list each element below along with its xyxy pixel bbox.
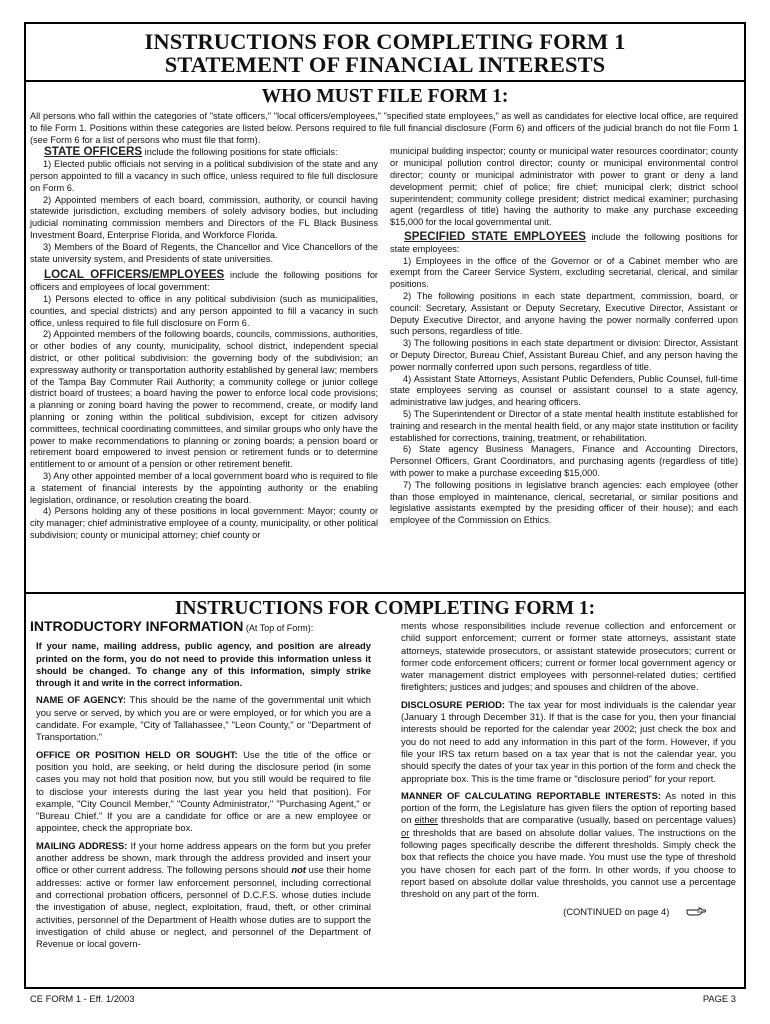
page-header (26, 24, 744, 82)
instructions-section (26, 594, 744, 955)
instructions-title: INSTRUCTIONS FOR COMPLETING FORM 1: (174, 598, 596, 619)
who-columns (26, 146, 744, 541)
state-officers-heading: STATE OFFICERS (44, 145, 143, 159)
disclosure-period-paragraph (401, 699, 736, 785)
state-item-1: 1) Elected public officials not serving in a political subdivision of the state and any person appointed to fill a vacancy in such office, unless required to file full disclosure on Form 6. (30, 159, 378, 193)
manner-paragraph (401, 790, 736, 901)
specified-item-3: 3) The following positions in each state department or division: Director, Assistant or Deputy Director, Bureau Chief, Assistant Bureau Chief, and any person having the power normally conferred upon such persons, regardless of title. (390, 338, 738, 372)
specified-employees-heading: SPECIFIED STATE EMPLOYEES (404, 229, 586, 243)
specified-item-5: 5) The Superintendent or Director of a state mental health institute established for training and research in the mental health field, or any major state institution or facility established for corrections, training, treatment, or rehabilitation. (390, 408, 738, 443)
who-right-column (384, 146, 738, 541)
mailing-address-text-2: use their home addresses: active or former law enforcement personnel, including correctional and correctional probation officers, personnel of D.C.F.S. whose duties include the investigation of abuse, neglect, exploitation, fraud, theft, or other criminal activities, personnel of the Department of Health whose duties are to support the investigation of child abuse or neglect, and personnel of the Department of Revenue or local govern- (36, 864, 371, 950)
mailing-address-continued: ments whose responsibilities include revenue collection and enforcement or child support enforcement; current or former state attorneys, assistant state attorneys, statewide prosecutors, or assistant statewide prosecutors; current or former code enforcement officers; current or former local government agency or water management district employees with personnel-related duties; certified firefighters; justices and judges; and spouses and children of the above. (401, 620, 736, 693)
who-intro-paragraph: All persons who fall within the categories of "state officers," "local officers/employees," "specified state employees," as well as candidates for elective local office, are required to file Form 1. Positions within these categories are listed below. Persons required to file full financial disclosure (Form 6) and officers of the judicial branch do not file Form 1 (see Form 6 for a list of persons who must file that form). (30, 111, 738, 145)
specified-item-6: 6) State agency Business Managers, Finance and Accounting Directors, Personnel Officers, Grant Coordinators, and purchasing agents (regardless of title) with power to make a purchase exceeding $15,000. (390, 444, 738, 478)
local-item-4: 4) Persons holding any of these positions in local government: Mayor; county or city manager; chief administrative employee of a county, municipality, or other political subdivision; county or municipal attorney; chief county or (30, 506, 378, 540)
page-number: PAGE 3 (702, 993, 736, 1004)
specified-item-7: 7) The following positions in legislative branch agencies: each employee (other than those employed in maintenance, clerical, secretarial, or similar positions and legislative assistants exempted by the presiding officer of their house); and each employee of the Commission on Ethics. (390, 479, 738, 526)
state-item-2: 2) Appointed members of each board, commission, authority, or council having statewide jurisdiction, excluding members of solely advisory bodies, but including judicial nominating commission members and Directors of the FL Black Business Investment Board, Enterprise Florida, and Workforce Florida. (30, 194, 378, 240)
specified-item-2: 2) The following positions in each state department, commission, board, or council: Secretary, Assistant or Deputy Secretary, Executive Director, Assistant or Deputy Executive Director, and anyone having the power normally conferred upon such persons, regardless of title. (390, 290, 738, 337)
manner-text-1: As noted in this portion of the form, the Legislature has given filers the option of reporting based on (401, 789, 736, 826)
manner-text-2: thresholds that are comparative (usually, based on percentage values) (437, 814, 736, 826)
specified-employees-lead: include the following positions for state employees: (390, 231, 738, 254)
office-position-text: Use the title of the office or position you hold, are seeking, or held during the disclosure period (in some cases you may not hold that position now, but you still would be required to file to disclose your interests during the last year you held that position). For example, "City Council Member," "County Administrator," "Purchasing Agent," or "Bureau Chief." If you are a candidate for office or are a new employee or appointee, check the appropriate box. (36, 748, 371, 834)
local-officers-heading: LOCAL OFFICERS/EMPLOYEES (44, 268, 225, 282)
local-item-3: 3) Any other appointed member of a local government board who is required to file a statement of financial interests by the appointing authority or the enabling legislation, ordinance, or resolution creating the board. (30, 470, 378, 505)
specified-item-1: 1) Employees in the office of the Governor or of a Cabinet member who are exempt from the Career Service System, excluding secretarial, clerical, and similar positions. (390, 255, 738, 290)
who-must-file-section (26, 82, 744, 594)
local-item-2: 2) Appointed members of the following boards, councils, commissions, authorities, or other bodies of any county, municipality, school district, independent special district, or other political subdivision: the governing body of the subdivision; an expressway authority or transportation authority established by general law; members of the Tampa Bay Commuter Rail Authority; a community college or junior college district board of trustees; a board having the power to enforce local code provisions; a planning or zoning board having the power to recommend, create, or modify land planning or zoning within the political subdivision, except for citizen advisory committees, technical coordinating committees, and similar groups who only have the power to make recommendations to planning or zoning boards; a pension board or retirement board empowered to invest pension or retirement funds or to determine entitlement to or amount of a pension or other retirement benefit. (30, 329, 378, 470)
mailing-address-not: not (291, 864, 306, 876)
local-item-4-continued: municipal building inspector; county or municipal water resources coordinator; county or municipal pollution control director; county or municipal environmental control director; county or municipal administrator with power to grant or deny a land development permit; chief of police; fire chief; municipal clerk; district school superintendent; community college president; district medical examiner; purchasing agent (regardless of title) having the authority to make any purchase exceeding $15,000 for the local governmental unit. (390, 146, 738, 228)
pointing-hand-icon (686, 906, 706, 919)
local-officers-lead: include the following positions for officers and employees of local government: (30, 270, 378, 293)
manner-text-3: thresholds that are based on absolute dollar values. The instructions on the following pages specifically describe the different thresholds. Simply check the box that reflects the choice you have made. You must use the type of threshold you have chosen for each part of the form. In other words, if you choose to report based on absolute dollar value thresholds, you cannot use a percentage threshold on any part of the form. (401, 826, 736, 900)
manner-label: MANNER OF CALCULATING REPORTABLE INTERESTS: (401, 789, 662, 801)
page-title-line-1: INSTRUCTIONS FOR COMPLETING FORM 1 (144, 29, 626, 54)
instructions-left-column (30, 620, 383, 955)
disclosure-period-text: The tax year for most individuals is the calendar year (January 1 through December 31). If that is the case for you, then your financial interests should be reported for the calendar year 2002; just check the box and you do not need to add any information in this part of the form. However, if you file your IRS tax return based on a tax year that is not the calendar year, you should specify the dates of your tax year in this portion of the form and check the appropriate box. This is the time frame or "disclosure period" for your report. (401, 698, 737, 784)
page-footer (30, 993, 736, 1004)
disclosure-period-label: DISCLOSURE PERIOD: (401, 698, 506, 710)
continued-note (401, 906, 736, 919)
instructions-columns (26, 620, 744, 955)
continued-text: (CONTINUED on page 4) (563, 905, 670, 917)
page-title-line-2: STATEMENT OF FINANCIAL INTERESTS (164, 52, 606, 77)
intro-bold-paragraph: If your name, mailing address, public agency, and position are already printed on the form, you do not need to provide this information unless it should be changed. To change any of this information, simply strike through it and write in the correct information. (36, 640, 371, 689)
name-of-agency-label: NAME OF AGENCY: (36, 694, 127, 706)
introductory-information-heading: INTRODUCTORY INFORMATION (30, 618, 244, 634)
name-of-agency-text: This should be the name of the governmental unit which you serve or served, by which you are or were employed, or for which you are a candidate. For example, "City of Tallahassee," "Leon County," or "Department of Transportation." (36, 694, 371, 743)
form-id: CE FORM 1 - Eff. 1/2003 (30, 993, 135, 1004)
office-position-label: OFFICE OR POSITION HELD OR SOUGHT: (36, 748, 238, 760)
introductory-information-sub: (At Top of Form): (243, 623, 314, 633)
who-left-column (30, 146, 384, 541)
office-position-paragraph (30, 749, 371, 835)
manner-or: or (401, 826, 410, 838)
manner-either: either (414, 814, 438, 826)
mailing-address-label: MAILING ADDRESS: (36, 839, 128, 851)
local-item-1: 1) Persons elected to office in any political subdivision (such as municipalities, counties, and special districts) and any person appointed to fill a vacancy in such office, unless required to file full disclosure on Form 6. (30, 293, 378, 328)
mailing-address-text-1: If your home address appears on the form but you prefer another address be shown, mark through the address provided and insert your office or other current address. The following persons should (36, 839, 371, 876)
mailing-address-paragraph (30, 840, 371, 951)
instructions-right-column (383, 620, 736, 955)
state-item-3: 3) Members of the Board of Regents, the Chancellor and Vice Chancellors of the state university system, and Presidents of state universities. (30, 241, 378, 264)
state-officers-lead: include the following positions for state officials: (142, 147, 338, 158)
who-must-file-title: WHO MUST FILE FORM 1: (261, 86, 509, 107)
specified-item-4: 4) Assistant State Attorneys, Assistant Public Defenders, Public Counsel, full-time state employees serving as counsel or assistant counsel to a state agency, administrative law judges, and hearing officers. (390, 373, 738, 408)
form-page (24, 22, 746, 989)
name-of-agency-paragraph (30, 694, 371, 743)
